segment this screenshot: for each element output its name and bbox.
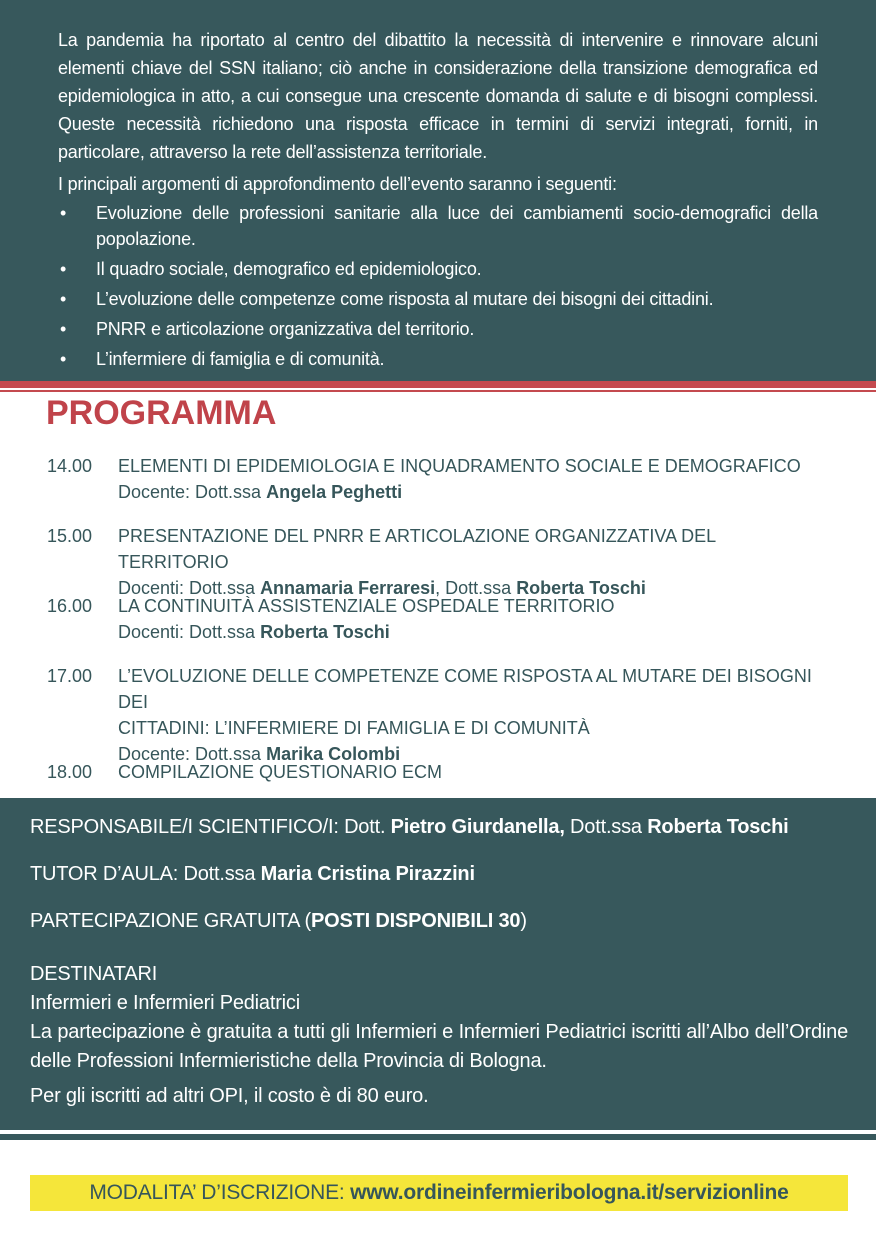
divider (0, 381, 876, 388)
page-title: PROGRAMMA (46, 394, 277, 432)
divider (0, 390, 876, 392)
intro-panel (0, 0, 876, 381)
cost-note: Per gli iscritti ad altri OPI, il costo è di 80 euro. (30, 1085, 429, 1107)
bullet-icon: • (60, 349, 67, 369)
list-item: • L’evoluzione delle competenze come risposta al mutare dei bisogni dei cittadini. (58, 286, 818, 312)
session-title: L’EVOLUZIONE DELLE COMPETENZE COME RISPOSTA AL MUTARE DEI BISOGNI DEI (118, 666, 812, 712)
list-item: • PNRR e articolazione organizzativa del territorio. (58, 316, 818, 342)
session-title: LA CONTINUITÀ ASSISTENZIALE OSPEDALE TERRITORIO (118, 596, 615, 616)
bullet-icon: • (60, 319, 67, 339)
session-time: 18.00 (47, 762, 93, 782)
session-title: COMPILAZIONE QUESTIONARIO ECM (118, 762, 443, 782)
session-time: 14.00 (47, 456, 93, 476)
destinatari-title: DESTINATARI (30, 963, 158, 985)
divider (0, 1134, 876, 1140)
list-item: • Il quadro sociale, demografico ed epidemiologico. (58, 256, 818, 282)
registration-banner: MODALITA’ D’ISCRIZIONE: www.ordineinfermieribologna.it/servizionline (30, 1175, 848, 1211)
session-time: 16.00 (47, 596, 93, 616)
partecipazione: PARTECIPAZIONE GRATUITA (POSTI DISPONIBILI 30) (30, 910, 527, 932)
bullet-icon: • (60, 289, 67, 309)
destinatari-who: Infermieri e Infermieri Pediatrici (30, 992, 300, 1014)
destinatari (30, 960, 848, 1111)
session-time: 17.00 (47, 666, 93, 686)
session-title: CITTADINI: L’INFERMIERE DI FAMIGLIA E DI COMUNITÀ (118, 718, 590, 738)
intro-paragraph: La pandemia ha riportato al centro del dibattito la necessità di intervenire e rinnovare alcuni elementi chiave del SSN italiano; ciò anche in considerazione della transizione demografica ed epidemiologica in atto, a cui consegue una crescente domanda di salute e di bisogni complessi. Queste necessità richiedono una risposta efficace in termini di servizi integrati, forniti, in particolare, attraverso la rete dell’assistenza territoriale. (58, 30, 818, 162)
session-time: 15.00 (47, 526, 93, 546)
session-title: PRESENTAZIONE DEL PNRR E ARTICOLAZIONE ORGANIZZATIVA DEL TERRITORIO (118, 526, 716, 572)
topics-intro: I principali argomenti di approfondimento dell’evento saranno i seguenti: (58, 174, 617, 194)
bullet-icon: • (60, 259, 67, 279)
speaker-name: Roberta Toschi (260, 622, 390, 642)
speaker-name: Roberta Toschi (516, 578, 646, 598)
responsabili: RESPONSABILE/I SCIENTIFICO/I: Dott. Pietro Giurdanella, Dott.ssa Roberta Toschi (30, 816, 789, 838)
list-item: • Evoluzione delle professioni sanitarie alla luce dei cambiamenti socio-demografici della popolazione. (58, 200, 818, 252)
session-title: ELEMENTI DI EPIDEMIOLOGIA E INQUADRAMENTO SOCIALE E DEMOGRAFICO (118, 456, 801, 476)
speaker-name: Marika Colombi (266, 744, 401, 764)
topics-list (58, 200, 818, 376)
bullet-icon: • (60, 203, 67, 223)
tutor: TUTOR D’AULA: Dott.ssa Maria Cristina Pirazzini (30, 863, 475, 885)
info-panel (0, 798, 876, 1130)
speaker-name: Annamaria Ferraresi (260, 578, 436, 598)
destinatari-text: La partecipazione è gratuita a tutti gli Infermieri e Infermieri Pediatrici iscritti all’Albo dell’Ordine delle Professioni Infermieristiche della Provincia di Bologna. (30, 1021, 848, 1072)
speaker-name: Angela Peghetti (266, 482, 403, 502)
registration-link[interactable]: www.ordineinfermieribologna.it/servizionline (350, 1181, 789, 1204)
list-item: • L’infermiere di famiglia e di comunità. (58, 346, 818, 372)
